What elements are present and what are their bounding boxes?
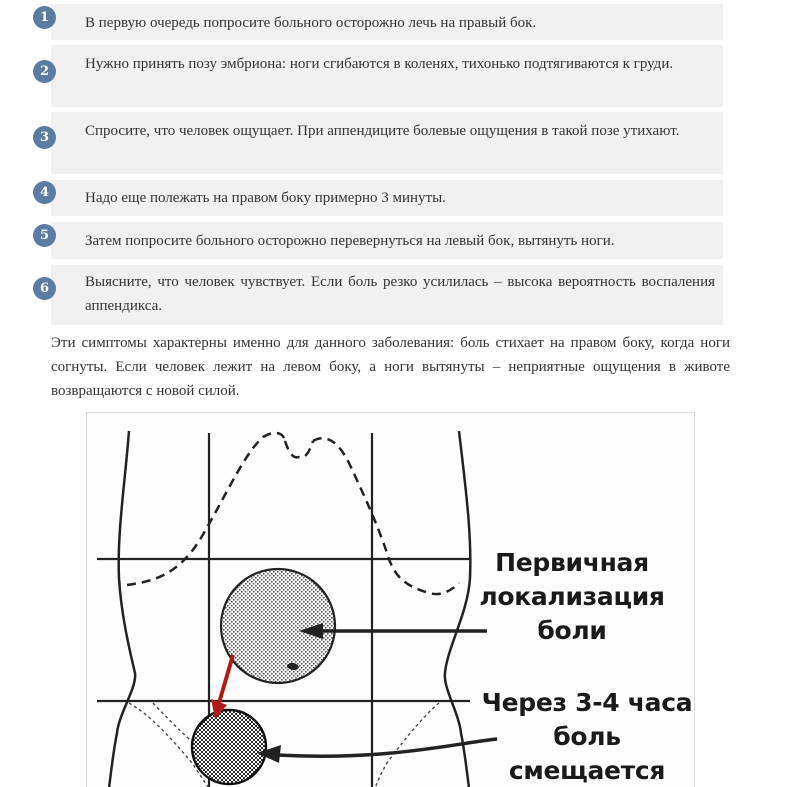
shifted-pain-label xyxy=(467,686,695,787)
primary-pain-label xyxy=(457,546,687,648)
step-number-badge: 5 xyxy=(33,224,56,247)
step-number-badge: 1 xyxy=(33,6,56,29)
step-item xyxy=(39,222,723,259)
appendicitis-diagram xyxy=(86,412,695,787)
step-item xyxy=(39,265,723,325)
step-number-badge: 2 xyxy=(33,60,56,83)
pointer-arrow-shifted xyxy=(257,739,497,763)
shifted-pain-area xyxy=(192,710,266,784)
step-item xyxy=(39,4,723,40)
step-text: Затем попросите больного осторожно перевернуться на левый бок, вытянуть ноги. xyxy=(85,233,615,249)
label-line: смещается xyxy=(508,756,666,785)
step-text: В первую очередь попросите больного осторожно лечь на правый бок. xyxy=(85,15,537,31)
step-number-badge: 6 xyxy=(33,277,56,300)
step-text: Выясните, что человек чувствует. Если боль резко усилилась – высока вероятность воспаления аппендикса. xyxy=(85,274,715,314)
label-line: боли xyxy=(537,616,607,645)
step-number-badge: 3 xyxy=(33,126,56,149)
step-number-badge: 4 xyxy=(33,181,56,204)
label-line: Через 3-4 часа xyxy=(481,688,693,717)
step-text: Надо еще полежать на правом боку примерно 3 минуты. xyxy=(85,190,446,206)
body-paragraph: Эти симптомы характерны именно для данного заболевания: боль стихает на правом боку, когда ноги согнуты. Если человек лежит на левом боку, а ноги вытянуты – неприятные ощущения в животе возвращаются с новой силой. xyxy=(51,335,730,399)
label-line: боль xyxy=(553,722,621,751)
pelvis-lines xyxy=(129,703,439,787)
label-line: Первичная xyxy=(495,548,649,577)
step-item xyxy=(39,112,723,174)
step-item xyxy=(39,180,723,216)
step-item xyxy=(39,45,723,107)
label-line: локализация xyxy=(479,582,665,611)
step-text: Нужно принять позу эмбриона: ноги сгибаются в коленях, тихонько подтягиваются к груди. xyxy=(85,56,674,72)
step-text: Спросите, что человек ощущает. При аппендиците болевые ощущения в такой позе утихают. xyxy=(85,123,680,139)
